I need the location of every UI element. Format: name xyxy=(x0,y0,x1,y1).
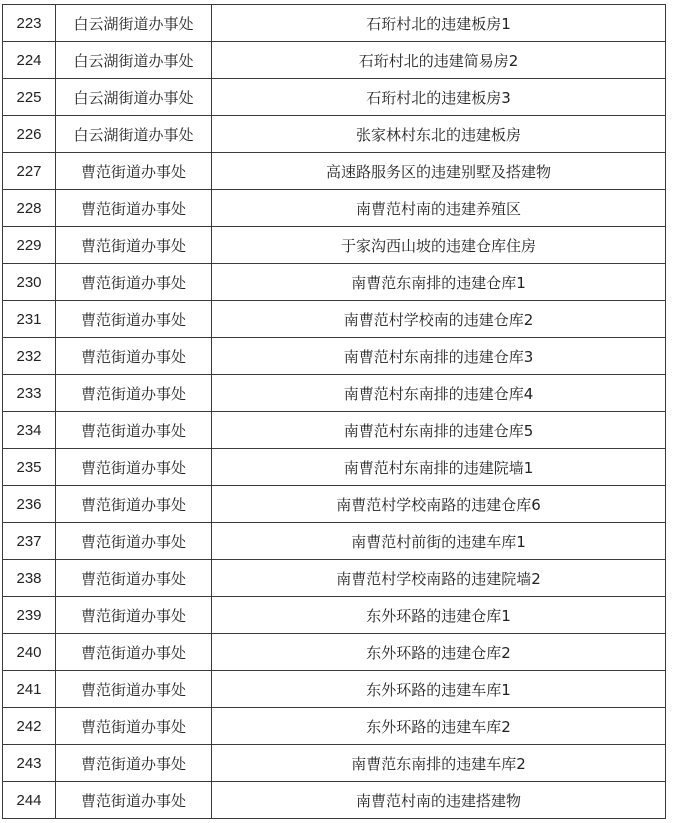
description-cell: 石珩村北的违建简易房2 xyxy=(212,42,666,79)
table-row xyxy=(3,42,666,79)
office-cell: 曹范街道办事处 xyxy=(56,412,212,449)
violation-table xyxy=(2,4,666,819)
office-cell: 曹范街道办事处 xyxy=(56,338,212,375)
table-row xyxy=(3,301,666,338)
office-cell: 白云湖街道办事处 xyxy=(56,42,212,79)
description-cell: 东外环路的违建仓库2 xyxy=(212,634,666,671)
table-body xyxy=(3,5,666,819)
row-number-cell: 233 xyxy=(3,375,56,412)
table-row xyxy=(3,264,666,301)
description-cell: 于家沟西山坡的违建仓库住房 xyxy=(212,227,666,264)
description-cell: 东外环路的违建仓库1 xyxy=(212,597,666,634)
office-cell: 曹范街道办事处 xyxy=(56,634,212,671)
description-cell: 南曹范村学校南路的违建院墙2 xyxy=(212,560,666,597)
description-cell: 张家林村东北的违建板房 xyxy=(212,116,666,153)
office-cell: 曹范街道办事处 xyxy=(56,486,212,523)
row-number-cell: 235 xyxy=(3,449,56,486)
description-cell: 南曹范村学校南路的违建仓库6 xyxy=(212,486,666,523)
office-cell: 曹范街道办事处 xyxy=(56,745,212,782)
row-number-cell: 223 xyxy=(3,5,56,42)
table-row xyxy=(3,745,666,782)
table-row xyxy=(3,116,666,153)
table-row xyxy=(3,523,666,560)
row-number-cell: 227 xyxy=(3,153,56,190)
office-cell: 曹范街道办事处 xyxy=(56,190,212,227)
row-number-cell: 229 xyxy=(3,227,56,264)
table-row xyxy=(3,190,666,227)
description-cell: 南曹范村东南排的违建仓库5 xyxy=(212,412,666,449)
office-cell: 白云湖街道办事处 xyxy=(56,5,212,42)
description-cell: 南曹范村南的违建养殖区 xyxy=(212,190,666,227)
description-cell: 南曹范东南排的违建车库2 xyxy=(212,745,666,782)
description-cell: 东外环路的违建车库1 xyxy=(212,671,666,708)
description-cell: 东外环路的违建车库2 xyxy=(212,708,666,745)
row-number-cell: 225 xyxy=(3,79,56,116)
office-cell: 曹范街道办事处 xyxy=(56,375,212,412)
row-number-cell: 239 xyxy=(3,597,56,634)
office-cell: 曹范街道办事处 xyxy=(56,782,212,819)
description-cell: 南曹范村东南排的违建仓库4 xyxy=(212,375,666,412)
office-cell: 曹范街道办事处 xyxy=(56,449,212,486)
office-cell: 曹范街道办事处 xyxy=(56,227,212,264)
table-row xyxy=(3,597,666,634)
table-row xyxy=(3,375,666,412)
row-number-cell: 243 xyxy=(3,745,56,782)
row-number-cell: 238 xyxy=(3,560,56,597)
table-row xyxy=(3,634,666,671)
office-cell: 曹范街道办事处 xyxy=(56,597,212,634)
table-row xyxy=(3,153,666,190)
table-row xyxy=(3,449,666,486)
row-number-cell: 224 xyxy=(3,42,56,79)
table-row xyxy=(3,5,666,42)
table-container xyxy=(2,4,666,819)
office-cell: 曹范街道办事处 xyxy=(56,708,212,745)
row-number-cell: 226 xyxy=(3,116,56,153)
description-cell: 石珩村北的违建板房1 xyxy=(212,5,666,42)
description-cell: 南曹范东南排的违建仓库1 xyxy=(212,264,666,301)
table-row xyxy=(3,560,666,597)
office-cell: 曹范街道办事处 xyxy=(56,523,212,560)
description-cell: 南曹范村前街的违建车库1 xyxy=(212,523,666,560)
office-cell: 曹范街道办事处 xyxy=(56,153,212,190)
description-cell: 南曹范村东南排的违建院墙1 xyxy=(212,449,666,486)
row-number-cell: 237 xyxy=(3,523,56,560)
table-row xyxy=(3,338,666,375)
row-number-cell: 242 xyxy=(3,708,56,745)
row-number-cell: 231 xyxy=(3,301,56,338)
table-row xyxy=(3,412,666,449)
office-cell: 曹范街道办事处 xyxy=(56,671,212,708)
description-cell: 南曹范村学校南的违建仓库2 xyxy=(212,301,666,338)
row-number-cell: 230 xyxy=(3,264,56,301)
row-number-cell: 232 xyxy=(3,338,56,375)
office-cell: 曹范街道办事处 xyxy=(56,560,212,597)
table-row xyxy=(3,782,666,819)
table-row xyxy=(3,486,666,523)
row-number-cell: 234 xyxy=(3,412,56,449)
table-row xyxy=(3,708,666,745)
description-cell: 石珩村北的违建板房3 xyxy=(212,79,666,116)
row-number-cell: 241 xyxy=(3,671,56,708)
description-cell: 南曹范村南的违建搭建物 xyxy=(212,782,666,819)
office-cell: 白云湖街道办事处 xyxy=(56,79,212,116)
table-row xyxy=(3,671,666,708)
row-number-cell: 228 xyxy=(3,190,56,227)
description-cell: 高速路服务区的违建别墅及搭建物 xyxy=(212,153,666,190)
row-number-cell: 240 xyxy=(3,634,56,671)
row-number-cell: 244 xyxy=(3,782,56,819)
row-number-cell: 236 xyxy=(3,486,56,523)
office-cell: 曹范街道办事处 xyxy=(56,264,212,301)
description-cell: 南曹范村东南排的违建仓库3 xyxy=(212,338,666,375)
table-row xyxy=(3,227,666,264)
office-cell: 曹范街道办事处 xyxy=(56,301,212,338)
table-row xyxy=(3,79,666,116)
office-cell: 白云湖街道办事处 xyxy=(56,116,212,153)
